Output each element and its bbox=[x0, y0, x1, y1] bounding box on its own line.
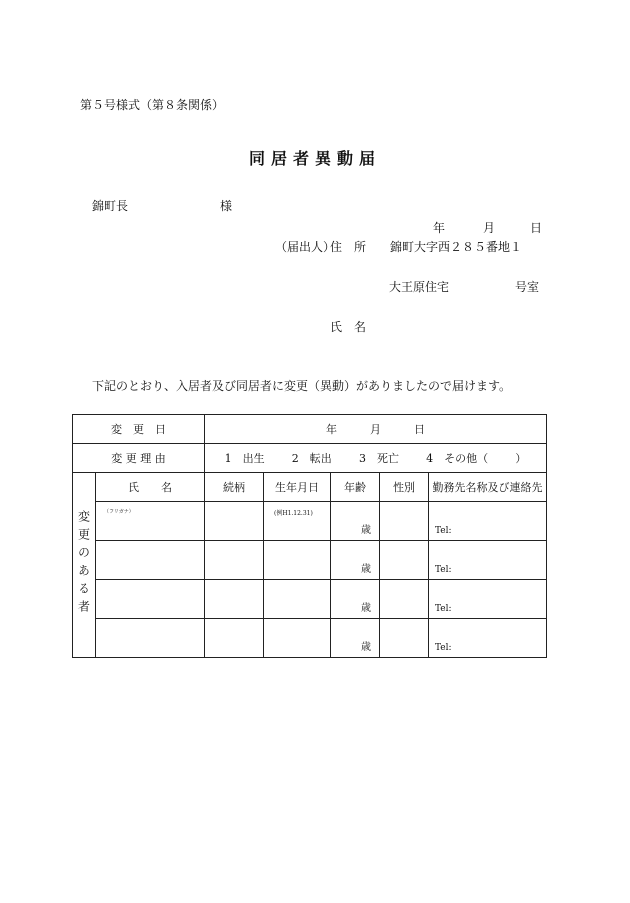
honorific: 様 bbox=[220, 199, 233, 213]
reason-death[interactable]: 3 死亡 bbox=[358, 452, 399, 465]
change-date-field[interactable]: 年 月 日 bbox=[205, 415, 547, 444]
age-unit: 歳 bbox=[361, 564, 371, 575]
header-relation: 続柄 bbox=[205, 473, 264, 502]
room-label: 号室 bbox=[515, 280, 540, 294]
age-unit: 歳 bbox=[361, 603, 371, 614]
applicant-label: （届出人） bbox=[275, 240, 336, 254]
workplace-cell[interactable] bbox=[429, 541, 547, 580]
dob-cell[interactable] bbox=[264, 580, 331, 619]
tel-label: Tel: bbox=[435, 565, 452, 575]
reason-label: 変 更 理 由 bbox=[73, 444, 205, 473]
relation-cell[interactable] bbox=[205, 541, 264, 580]
sex-cell[interactable] bbox=[380, 619, 429, 658]
dob-cell[interactable] bbox=[264, 619, 331, 658]
sex-cell[interactable] bbox=[380, 541, 429, 580]
furigana-label: （フリガナ） bbox=[104, 509, 134, 515]
table-row bbox=[73, 502, 547, 541]
relation-cell[interactable] bbox=[205, 502, 264, 541]
sex-cell[interactable] bbox=[380, 502, 429, 541]
name-cell[interactable] bbox=[96, 541, 205, 580]
age-cell[interactable] bbox=[331, 502, 380, 541]
name-cell[interactable] bbox=[96, 502, 205, 541]
change-date-label: 変 更 日 bbox=[73, 415, 205, 444]
age-unit: 歳 bbox=[361, 642, 371, 653]
date-day: 日 bbox=[530, 221, 543, 235]
header-row bbox=[73, 473, 547, 502]
addressee: 錦町長 bbox=[92, 199, 129, 213]
address-label: 住 所 bbox=[330, 240, 367, 254]
reason-row bbox=[73, 444, 547, 473]
form-number: 第５号様式（第８条関係） bbox=[80, 98, 225, 112]
age-unit: 歳 bbox=[361, 525, 371, 536]
reason-close-paren: ） bbox=[515, 452, 527, 465]
table-row bbox=[73, 580, 547, 619]
workplace-cell[interactable] bbox=[429, 580, 547, 619]
reason-moveout[interactable]: 2 転出 bbox=[291, 452, 332, 465]
housing-name: 大王原住宅 bbox=[389, 280, 450, 294]
sex-cell[interactable] bbox=[380, 580, 429, 619]
change-date-row bbox=[73, 415, 547, 444]
header-age: 年齢 bbox=[331, 473, 380, 502]
age-cell[interactable] bbox=[331, 619, 380, 658]
relation-cell[interactable] bbox=[205, 580, 264, 619]
tel-label: Tel: bbox=[435, 526, 452, 536]
header-name: 氏 名 bbox=[96, 473, 205, 502]
table-row bbox=[73, 619, 547, 658]
change-table bbox=[72, 414, 547, 658]
tel-label: Tel: bbox=[435, 643, 452, 653]
side-label: 変更のある者 bbox=[76, 509, 91, 618]
name-label: 氏 名 bbox=[330, 320, 367, 334]
date-month: 月 bbox=[483, 221, 496, 235]
reason-birth[interactable]: 1 出生 bbox=[224, 452, 265, 465]
workplace-cell[interactable] bbox=[429, 502, 547, 541]
dob-example: (例H1.12.31) bbox=[274, 510, 313, 517]
name-cell[interactable] bbox=[96, 580, 205, 619]
table-row bbox=[73, 541, 547, 580]
reason-other[interactable]: 4 その他（ bbox=[426, 452, 489, 465]
relation-cell[interactable] bbox=[205, 619, 264, 658]
notice-text: 下記のとおり、入居者及び同居者に変更（異動）がありましたので届けます。 bbox=[92, 379, 512, 393]
reason-options[interactable] bbox=[205, 444, 547, 473]
side-label-cell bbox=[73, 473, 96, 658]
header-workplace: 勤務先名称及び連絡先 bbox=[429, 473, 547, 502]
page-title: 同居者異動届 bbox=[248, 149, 381, 168]
date-year: 年 bbox=[433, 221, 446, 235]
workplace-cell[interactable] bbox=[429, 619, 547, 658]
address-value: 錦町大字西２８５番地１ bbox=[390, 240, 523, 254]
header-sex: 性別 bbox=[380, 473, 429, 502]
age-cell[interactable] bbox=[331, 541, 380, 580]
dob-cell[interactable] bbox=[264, 502, 331, 541]
header-dob: 生年月日 bbox=[264, 473, 331, 502]
tel-label: Tel: bbox=[435, 604, 452, 614]
dob-cell[interactable] bbox=[264, 541, 331, 580]
name-cell[interactable] bbox=[96, 619, 205, 658]
age-cell[interactable] bbox=[331, 580, 380, 619]
